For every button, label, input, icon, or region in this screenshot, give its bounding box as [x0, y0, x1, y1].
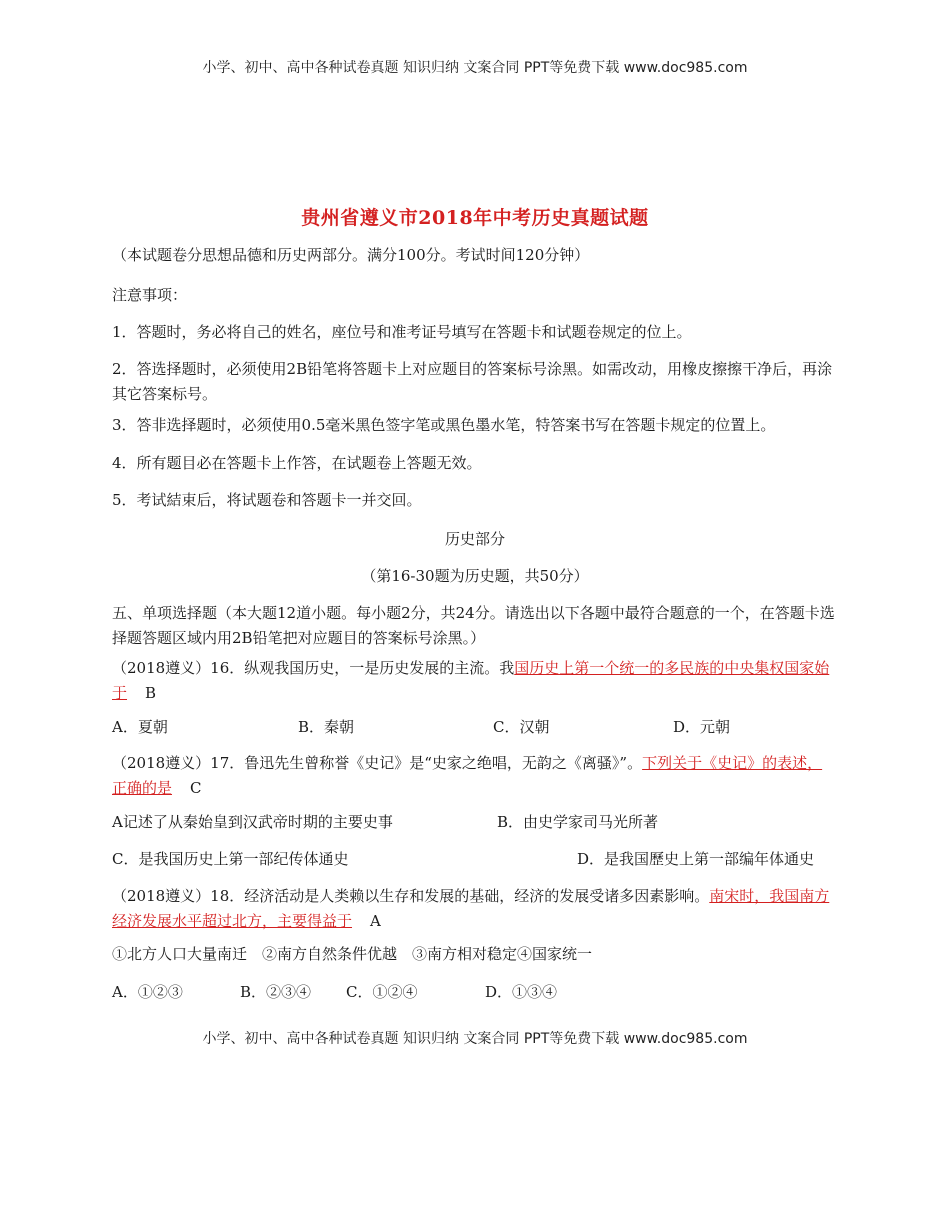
question-16-option-a: A．夏朝 — [112, 718, 168, 736]
page-footer: 小学、初中、高中各种试卷真题 知识归纳 文案合同 PPT等免费下载 www.doc985.com — [202, 1031, 748, 1047]
question-16-option-d: D．元朝 — [673, 718, 731, 736]
section-instructions: 五、单项选择题（本大题12道小题。每小题2分，共24分。请选出以下各题中最符合题意的一个，在答题卡选择题答题区域内用2B铅笔把对应题目的答案标号涂黑。） — [112, 604, 835, 647]
question-16-highlight: 国历史上第一个统一的多民族的中央集权国家始于 — [112, 659, 830, 702]
question-17-prefix: （2018遵义）17．鲁迅先生曾称誉《史记》是“史家之绝唱，无韵之《离骚》”。 — [112, 754, 643, 772]
notice-item-5: 5．考试結束后，将试题卷和答题卡一并交回。 — [112, 491, 422, 509]
notice-item-2: 2．答选择题时，必须使用2B铅笔将答题卡上对应题目的答案标号涂黑。如需改动，用橡皮擦擦干净后，再涂其它答案标号。 — [112, 360, 833, 403]
question-18-answer: A — [370, 912, 381, 930]
question-17-option-c: C．是我国历史上第一部纪传体通史 — [112, 850, 349, 868]
notice-item-1: 1．答题时，务必将自己的姓名，座位号和准考证号填写在答题卡和试题卷规定的位上。 — [112, 323, 692, 341]
question-16-stem — [112, 656, 837, 706]
question-16-prefix: （2018遵义）16．纵观我国历史，一是历史发展的主流。我 — [112, 659, 515, 677]
question-18-option-a: A．①②③ — [112, 983, 183, 1001]
notice-item-4: 4．所有题目必在答题卡上作答，在试题卷上答题无效。 — [112, 454, 482, 472]
question-17-option-a: A记述了从秦始皇到汉武帝时期的主要史事 — [112, 813, 393, 831]
question-18-option-c: C．①②④ — [346, 983, 418, 1001]
question-17-option-d: D．是我国歷史上第一部编年体通史 — [577, 850, 815, 868]
page-title: 贵州省遵义市2018年中考历史真题试题 — [301, 207, 649, 229]
question-17-stem — [112, 751, 837, 801]
question-16-option-b: B．秦朝 — [298, 718, 355, 736]
question-17-highlight: 下列关于《史记》的表述，正确的是 — [112, 754, 823, 797]
section-subtitle: （第16-30题为历史题，共50分） — [361, 567, 589, 585]
question-16-answer: B — [145, 684, 157, 702]
question-18-statements: ①北方人口大量南迁 ②南方自然条件优越 ③南方相对稳定④国家统一 — [112, 945, 593, 963]
question-16-option-c: C．汉朝 — [493, 718, 550, 736]
question-18-highlight: 南宋时，我国南方经济发展水平超过北方，主要得益于 — [112, 887, 830, 930]
question-17-answer: C — [190, 779, 202, 797]
exam-intro: （本试题卷分思想品德和历史两部分。满分100分。考试时间120分钟） — [112, 246, 590, 264]
question-18-option-b: B．②③④ — [240, 983, 312, 1001]
question-17-option-b: B．由史学家司马光所著 — [497, 813, 659, 831]
question-18-prefix: （2018遵义）18．经济活动是人类赖以生存和发展的基础，经济的发展受诸多因素影响。 — [112, 887, 710, 905]
question-18-option-d: D．①③④ — [485, 983, 558, 1001]
page-header: 小学、初中、高中各种试卷真题 知识归纳 文案合同 PPT等免费下载 www.doc985.com — [202, 60, 748, 76]
notice-heading: 注意事项： — [112, 286, 188, 304]
notice-item-3: 3．答非选择题时，必须使用0.5毫米黑色签字笔或黑色墨水笔，特答案书写在答题卡规定的位置上。 — [112, 416, 776, 434]
question-18-stem — [112, 884, 837, 934]
section-title: 历史部分 — [444, 530, 505, 548]
